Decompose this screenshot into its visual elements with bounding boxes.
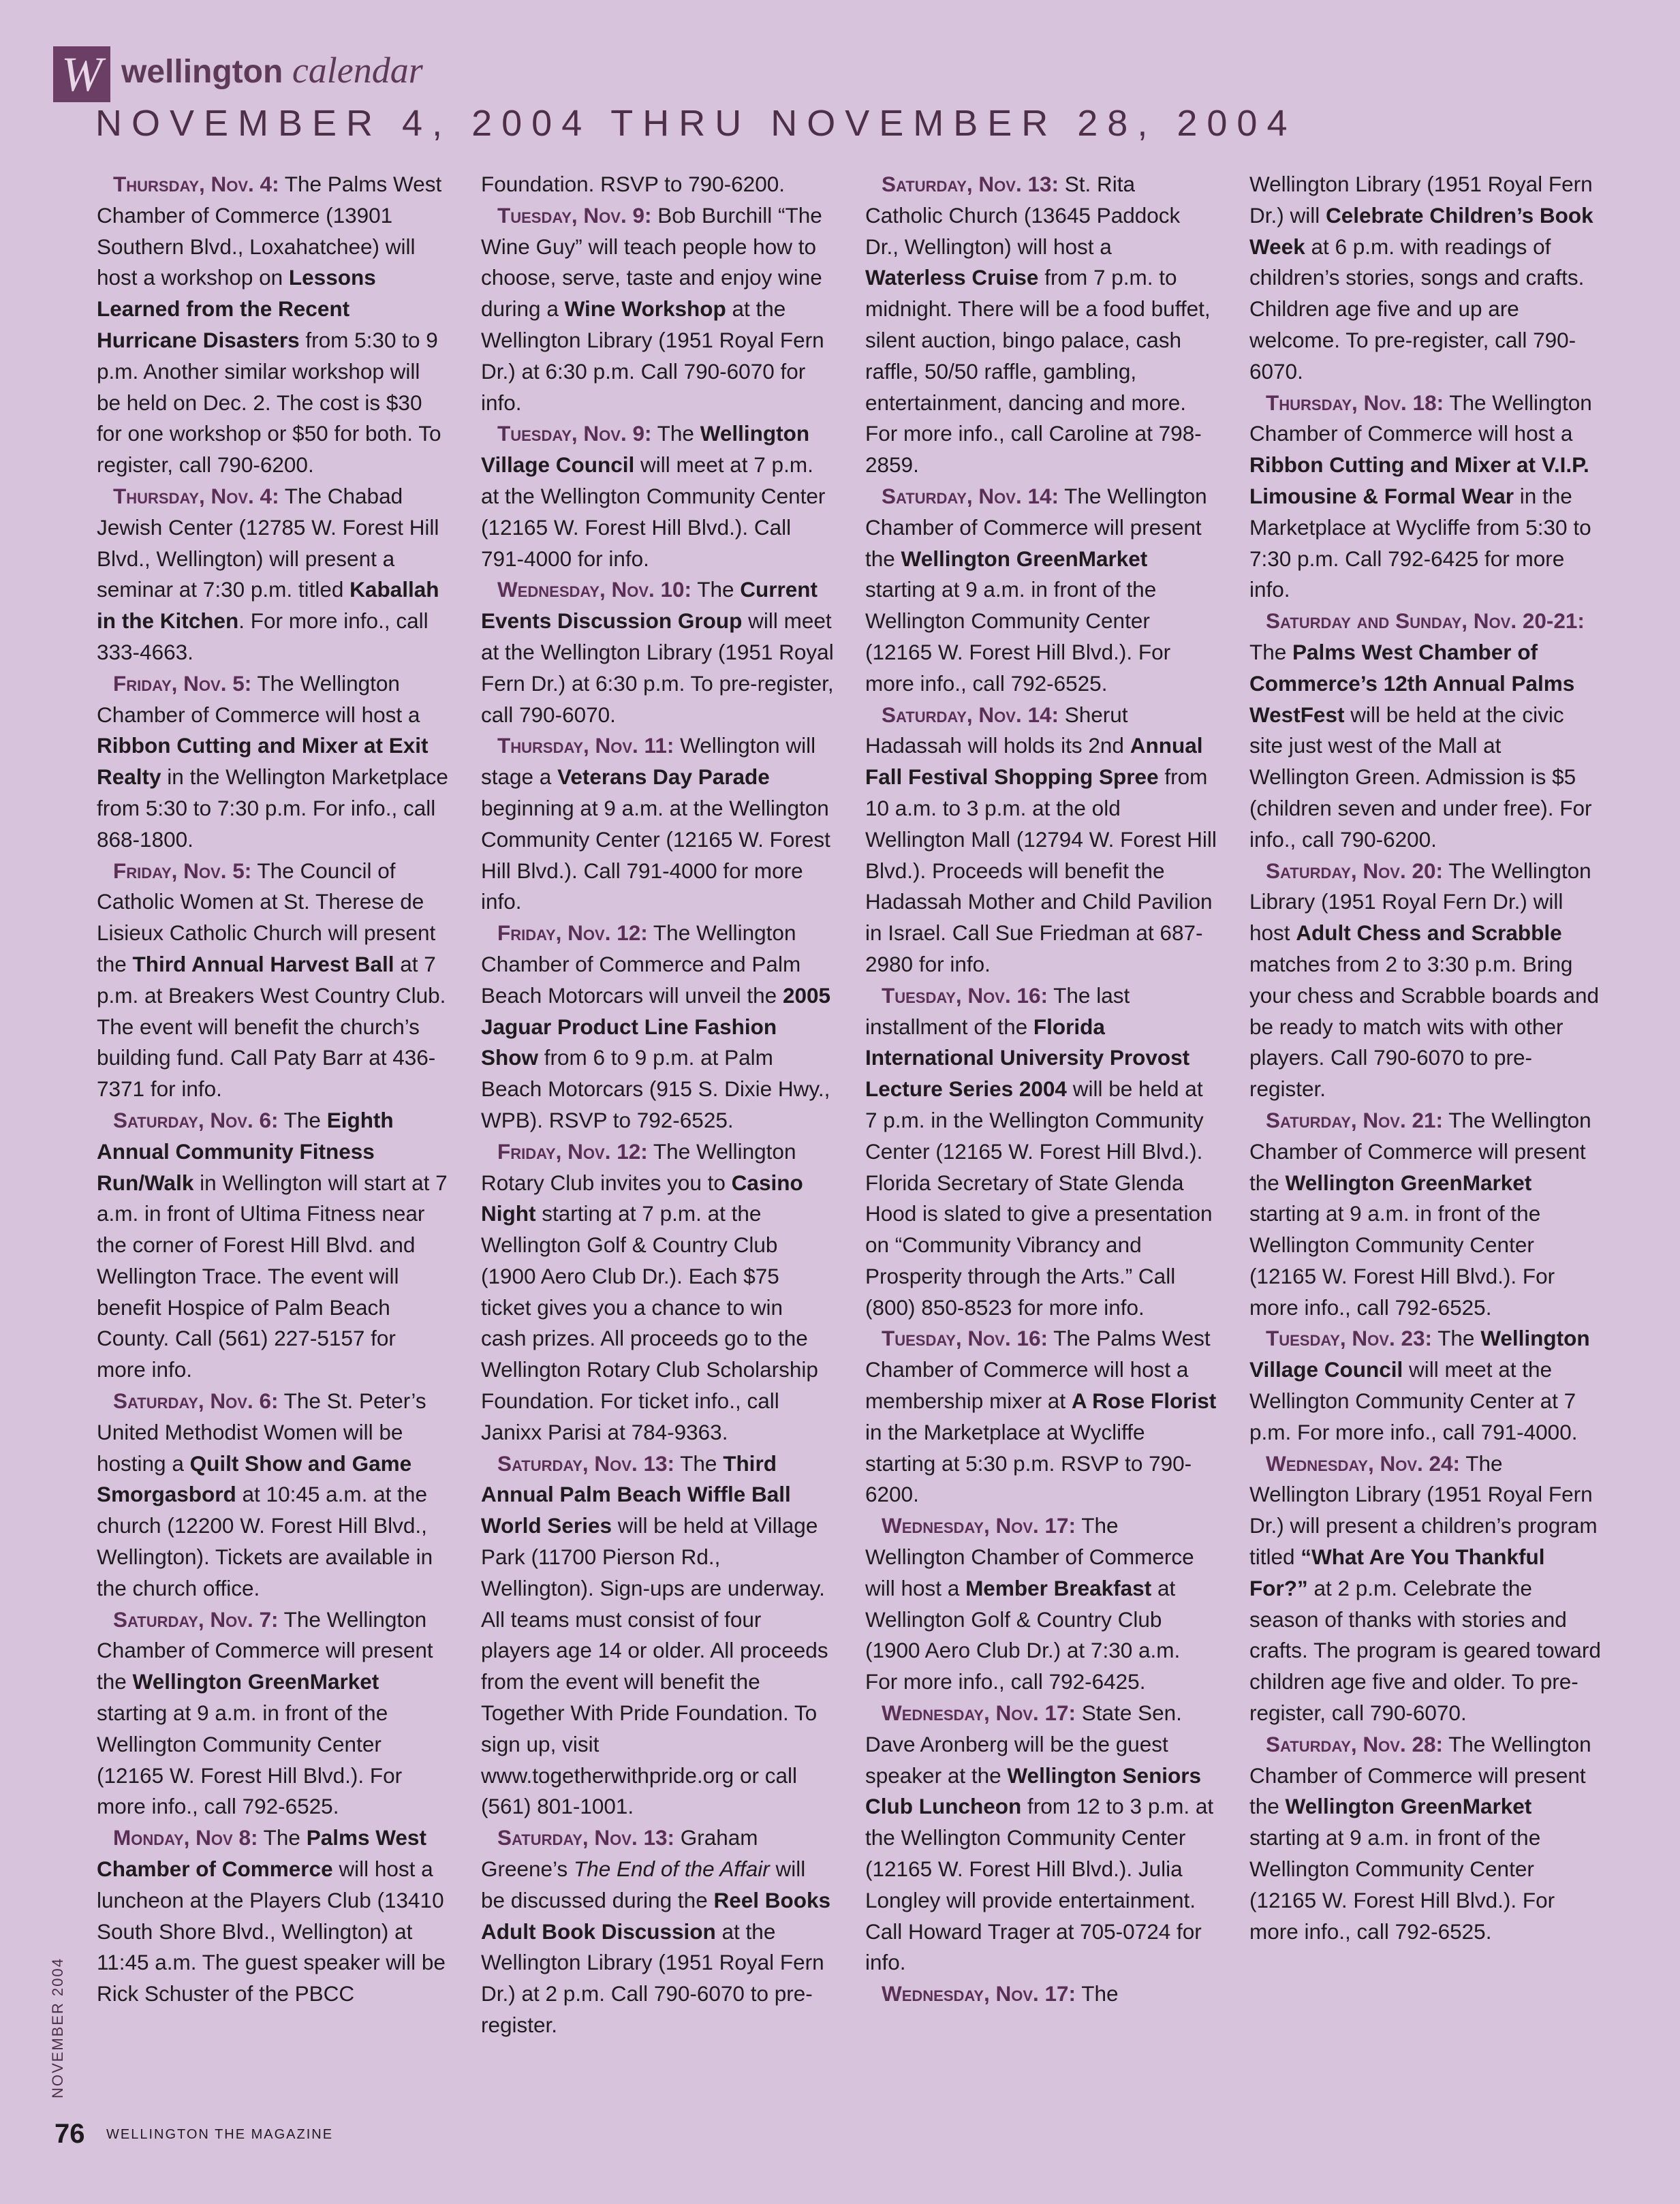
entry-event-name: Wellington GreenMarket (1285, 1794, 1532, 1819)
entry-text: The Palms West Chamber of Commerce will host a membership mixer at (865, 1326, 1211, 1414)
section-title (121, 49, 423, 91)
entry-text: Sherut Hadassah will holds its 2nd (865, 702, 1130, 758)
entry-date: Saturday, Nov. 13: (882, 172, 1059, 196)
entry-date: Wednesday, Nov. 24: (1266, 1450, 1461, 1476)
calendar-entry (1249, 169, 1602, 388)
calendar-entry (1249, 1448, 1602, 1729)
calendar-entry (865, 1323, 1218, 1510)
entry-italic-title: The End of the Affair (574, 1857, 770, 1882)
entry-date: Tuesday, Nov. 23: (1266, 1326, 1432, 1351)
entry-event-name: 2005 Jaguar Product Line Fashion Show (481, 982, 831, 1070)
entry-text: The Wellington Chamber of Commerce will host a (1249, 390, 1592, 446)
entry-event-name: Ribbon Cutting and Mixer at Exit Realty (97, 733, 429, 790)
entry-text: The Wellington Rotary Club invites you to (481, 1138, 796, 1195)
entry-date: Saturday, Nov. 13: (497, 1825, 674, 1850)
calendar-entry (865, 169, 1218, 481)
entry-text: The Wellington Chamber of Commerce will present the (97, 1607, 433, 1694)
entry-event-name: Third Annual Palm Beach Wiffle Ball World Series (481, 1450, 791, 1538)
entry-text: The (1249, 639, 1293, 664)
entry-date: Thursday, Nov. 11: (497, 733, 674, 758)
entry-event-name: Quilt Show and Game Smorgasbord (97, 1450, 412, 1507)
entry-text: at 10:45 a.m. at the church (12200 W. Forest Hill Blvd., Wellington). Tickets are available in the church office. (97, 1482, 433, 1600)
entry-text: at Wellington Golf & Country Club (1900 Aero Club Dr.) at 7:30 a.m. For more info., call 792-6425. (865, 1575, 1181, 1694)
issue-date-vertical: NOVEMBER 2004 (49, 1957, 66, 2098)
entry-event-name: Veterans Day Parade (557, 764, 770, 790)
calendar-columns (97, 169, 1602, 2104)
entry-text: The Chabad Jewish Center (12785 W. Forest Hill Blvd., Wellington) will present a seminar at 7:30 p.m. titled (97, 483, 439, 602)
entry-date: Thursday, Nov. 4: (113, 483, 279, 508)
entry-date: Monday, Nov 8: (113, 1825, 258, 1850)
entry-text: in the Marketplace at Wycliffe from 5:30 to 7:30 p.m. Call 792-6425 for more info. (1249, 483, 1591, 602)
entry-text: The Wellington Library (1951 Royal Fern Dr.) will host (1249, 858, 1591, 946)
entry-text: at 6 p.m. with readings of children’s stories, songs and crafts. Children age five and up are welcome. To pre-register, call 790-6070. (1249, 234, 1585, 384)
entry-text: starting at 9 a.m. in front of the Wellington Community Center (12165 W. Forest Hill Blvd.). For more info., call 792-6525. (1249, 1201, 1555, 1320)
calendar-entry (481, 574, 834, 730)
entry-event-name: Eighth Annual Community Fitness Run/Walk (97, 1107, 394, 1195)
entry-text: starting at 9 a.m. in front of the Wellington Community Center (12165 W. Forest Hill Blvd.). For more info., call 792-6525. (97, 1701, 403, 1819)
entry-text: from 12 to 3 p.m. at the Wellington Community Center (12165 W. Forest Hill Blvd.). Julia Longley will provide entertainment. Call Howard Trager at 705-0724 for info. (865, 1794, 1214, 1975)
entry-text: Wellington will stage a (481, 733, 816, 790)
calendar-entry (481, 169, 834, 200)
entry-event-name: Florida International University Provost Lecture Series 2004 (865, 1014, 1190, 1102)
entry-text: The (278, 1107, 327, 1132)
page-number: 76 (55, 2119, 85, 2149)
entry-text: will host a luncheon at the Players Club (13410 South Shore Blvd., Wellington) at 11:45 a.m. The guest speaker will be Rick Schuster of the PBCC (97, 1857, 446, 2006)
entry-text: will meet at the Wellington Community Center at 7 p.m. For more info., call 791-4000. (1249, 1357, 1578, 1444)
entry-text: Bob Burchill “The Wine Guy” will teach people how to choose, serve, taste and enjoy wine during a (481, 202, 822, 322)
entry-text: The Wellington Chamber of Commerce will present the (1249, 1107, 1591, 1195)
entry-date: Saturday, Nov. 20: (1266, 858, 1443, 883)
entry-event-name: Casino Night (481, 1170, 803, 1226)
entry-date: Wednesday, Nov. 17: (882, 1701, 1076, 1726)
entry-text: starting at 7 p.m. at the Wellington Golf & Country Club (1900 Aero Club Dr.). Each $75 ticket gives you a chance to win cash prizes. All proceeds go to the Wellington Rotary Club Scholarship Foundation. For ticket info., call Janixx Parisi at 784-9363. (481, 1201, 818, 1444)
entry-text: The Council of Catholic Women at St. Therese de Lisieux Catholic Church will present the (97, 858, 436, 976)
entry-date: Friday, Nov. 12: (497, 920, 648, 946)
entry-text: at 2 p.m. Celebrate the season of thanks with stories and crafts. The program is geared toward children age five and older. To pre-register, call 790-6070. (1249, 1575, 1601, 1726)
calendar-entry (97, 668, 450, 856)
entry-text: from 5:30 to 9 p.m. Another similar workshop will be held on Dec. 2. The cost is $30 for one workshop or $50 for both. To register, call 790-6200. (97, 327, 441, 478)
entry-date: Wednesday, Nov. 17: (882, 1513, 1076, 1538)
calendar-column-3 (865, 169, 1218, 2104)
entry-text: from 6 to 9 p.m. at Palm Beach Motorcars (915 S. Dixie Hwy., WPB). RSVP to 792-6525. (481, 1045, 830, 1132)
entry-event-name: Wine Workshop (564, 296, 726, 322)
entry-text: The (674, 1450, 724, 1476)
calendar-entry (865, 481, 1218, 700)
entry-text: Graham Greene’s (481, 1825, 758, 1882)
entry-text: will be discussed during the (481, 1857, 806, 1912)
calendar-column-1 (97, 169, 450, 2104)
entry-date: Tuesday, Nov. 16: (882, 982, 1048, 1008)
entry-text: at the Wellington Library (1951 Royal Fern Dr.) at 6:30 p.m. Call 790-6070 for info. (481, 296, 824, 415)
entry-text: State Sen. Dave Aronberg will be the guest speaker at the (865, 1701, 1182, 1788)
calendar-entry (481, 200, 834, 419)
entry-event-name: Third Annual Harvest Ball (132, 951, 394, 976)
entry-date: Saturday, Nov. 6: (113, 1107, 279, 1132)
entry-date: Tuesday, Nov. 9: (497, 202, 652, 228)
entry-event-name: “What Are You Thankful For?” (1249, 1545, 1545, 1600)
entry-event-name: Celebrate Children’s Book Week (1249, 202, 1593, 259)
entry-text: in Wellington will start at 7 a.m. in front of Ultima Fitness near the corner of Forest Hill Blvd. and Wellington Trace. The event will benefit Hospice of Palm Beach County. Call (561) 227-5157 for more info. (97, 1170, 448, 1382)
entry-text: in the Marketplace at Wycliffe starting at 5:30 p.m. RSVP to 790-6200. (865, 1419, 1192, 1507)
entry-text: starting at 9 a.m. in front of the Wellington Community Center (12165 W. Forest Hill Blvd.). For more info., call 792-6525. (865, 577, 1171, 696)
entry-date: Saturday, Nov. 7: (113, 1607, 279, 1632)
calendar-entry (865, 1698, 1218, 1978)
calendar-entry (481, 918, 834, 1136)
entry-event-name: Wellington Seniors Club Luncheon (865, 1763, 1202, 1819)
calendar-entry (1249, 1105, 1602, 1324)
entry-date: Friday, Nov. 12: (497, 1138, 648, 1164)
entry-text: The St. Peter’s United Methodist Women will be hosting a (97, 1388, 426, 1476)
entry-event-name: Wellington GreenMarket (1285, 1170, 1532, 1195)
calendar-column-4 (1249, 169, 1602, 2104)
entry-text: will meet at the Wellington Library (1951 Royal Fern Dr.) at 6:30 p.m. To pre-register, call 790-6070. (481, 608, 834, 727)
calendar-entry (1249, 388, 1602, 606)
calendar-entry (1249, 1323, 1602, 1448)
calendar-entry (97, 481, 450, 668)
entry-event-name: Palms West Chamber of Commerce (97, 1825, 426, 1882)
entry-date: Saturday, Nov. 6: (113, 1388, 279, 1414)
entry-event-name: Ribbon Cutting and Mixer at V.I.P. Limousine & Formal Wear (1249, 452, 1589, 508)
entry-event-name: Member Breakfast (965, 1575, 1152, 1600)
calendar-entry (865, 700, 1218, 980)
entry-date: Wednesday, Nov. 17: (882, 1981, 1076, 2006)
entry-text: The Wellington Chamber of Commerce will present the (1249, 1731, 1591, 1819)
calendar-entry (481, 418, 834, 574)
calendar-entry (865, 980, 1218, 1324)
entry-date: Friday, Nov. 5: (113, 670, 252, 696)
calendar-entry (481, 1448, 834, 1823)
entry-event-name: Wellington GreenMarket (901, 546, 1148, 571)
entry-text: matches from 2 to 3:30 p.m. Bring your chess and Scrabble boards and be ready to match wits with other players. Call 790-6070 to pre-register. (1249, 951, 1600, 1102)
calendar-entry (97, 1822, 450, 2010)
entry-text: in the Wellington Marketplace from 5:30 to 7:30 p.m. For info., call 868-1800. (97, 764, 448, 852)
entry-text: The (1431, 1326, 1481, 1351)
entry-text: The Wellington Chamber of Commerce will present the (865, 483, 1207, 571)
entry-date: Saturday, Nov. 13: (497, 1450, 674, 1476)
entry-text: . For more info., call 333-4663. (97, 608, 429, 664)
entry-text: from 10 a.m. to 3 p.m. at the old Wellington Mall (12794 W. Forest Hill Blvd.). Proceeds will benefit the Hadassah Mother and Child Pavilion in Israel. Call Sue Friedman at 687-2980 for info. (865, 764, 1217, 976)
entry-text: at the Wellington Library (1951 Royal Fern Dr.) at 2 p.m. Call 790-6070 to pre-register. (481, 1919, 824, 2038)
calendar-entry (865, 1510, 1218, 1698)
section-title-italic: calendar (292, 50, 423, 91)
entry-text: will be held at Village Park (11700 Pierson Rd., Wellington). Sign-ups are underway. All teams must consist of four players age 14 or older. All proceeds from the event will benefit the Together With Pride Foundation. To sign up, visit www.togetherwithpride.org or call (561) 801-1001. (481, 1513, 828, 1819)
calendar-column-2 (481, 169, 834, 2104)
entry-text: St. Rita Catholic Church (13645 Paddock Dr., Wellington) will host a (865, 172, 1181, 259)
entry-date: Wednesday, Nov. 10: (497, 577, 692, 602)
entry-text: beginning at 9 a.m. at the Wellington Community Center (12165 W. Forest Hill Blvd.). Call 791-4000 for more info. (481, 795, 830, 914)
entry-text: The Wellington Chamber of Commerce will host a (865, 1513, 1194, 1600)
entry-text: The (651, 421, 700, 446)
entry-text: The (258, 1825, 307, 1850)
entry-text: will be held at 7 p.m. in the Wellington Community Center (12165 W. Forest Hill Blvd.). Florida Secretary of State Glenda Hood is slated to give a presentation on “Community Vibrancy and Prosperity through the Arts.” Call (800) 850-8523 for more info. (865, 1076, 1213, 1320)
entry-text: The Wellington Library (1951 Royal Fern Dr.) will present a children’s program titled (1249, 1450, 1598, 1570)
entry-text: at 7 p.m. at Breakers West Country Club. The event will benefit the church’s building fund. Call Paty Barr at 436-7371 for info. (97, 951, 446, 1102)
entry-event-name: Annual Fall Festival Shopping Spree (865, 733, 1203, 790)
entry-event-name: Reel Books Adult Book Discussion (481, 1887, 831, 1944)
calendar-entry (1249, 606, 1602, 855)
magazine-name: WELLINGTON THE MAGAZINE (106, 2127, 334, 2142)
entry-date: Saturday, Nov. 14: (882, 702, 1059, 727)
entry-event-name: Adult Chess and Scrabble (1296, 920, 1562, 946)
calendar-entry (97, 169, 450, 481)
calendar-entry (97, 856, 450, 1105)
entry-text: The Wellington Chamber of Commerce and Palm Beach Motorcars will unveil the (481, 920, 801, 1008)
calendar-entry (481, 730, 834, 918)
entry-date: Thursday, Nov. 18: (1266, 390, 1444, 415)
entry-event-name: Kaballah in the Kitchen (97, 577, 439, 634)
entry-text: Foundation. RSVP to 790-6200. (481, 172, 785, 196)
entry-event-name: Waterless Cruise (865, 265, 1039, 290)
entry-date: Saturday, Nov. 14: (882, 483, 1059, 508)
entry-text: from 7 p.m. to midnight. There will be a food buffet, silent auction, bingo palace, cash raffle, 50/50 raffle, gambling, entertainment, dancing and more. For more info., call Caroline at 798-2859. (865, 265, 1211, 478)
entry-date: Saturday, Nov. 21: (1266, 1107, 1443, 1132)
entry-event-name: Lessons Learned from the Recent Hurricane Disasters (97, 265, 376, 352)
calendar-entry (481, 1136, 834, 1448)
logo-mark: W (53, 46, 110, 102)
entry-event-name: Current Events Discussion Group (481, 577, 818, 634)
entry-event-name: Wellington Village Council (481, 421, 810, 478)
section-title-bold: wellington (121, 54, 283, 90)
entry-text: The last installment of the (865, 982, 1130, 1039)
entry-date: Saturday and Sunday, Nov. 20-21: (1266, 608, 1585, 634)
entry-event-name: A Rose Florist (1071, 1388, 1217, 1414)
date-range-heading: NOVEMBER 4, 2004 THRU NOVEMBER 28, 2004 (95, 103, 1297, 144)
entry-date: Tuesday, Nov. 16: (882, 1326, 1048, 1351)
calendar-entry (865, 1978, 1218, 2010)
entry-event-name: Wellington GreenMarket (132, 1669, 379, 1694)
calendar-entry (97, 1604, 450, 1823)
entry-text: Wellington Library (1951 Royal Fern Dr.) will (1249, 172, 1593, 228)
entry-date: Saturday, Nov. 28: (1266, 1731, 1443, 1756)
entry-date: Tuesday, Nov. 9: (497, 421, 652, 446)
calendar-entry (1249, 856, 1602, 1105)
entry-date: Friday, Nov. 5: (113, 858, 252, 883)
entry-text: starting at 9 a.m. in front of the Wellington Community Center (12165 W. Forest Hill Blvd.). For more info., call 792-6525. (1249, 1825, 1555, 1944)
calendar-entry (1249, 1729, 1602, 1948)
entry-date: Thursday, Nov. 4: (113, 172, 279, 196)
calendar-entry (481, 1822, 834, 2041)
calendar-entry (97, 1105, 450, 1386)
entry-event-name: Wellington Village Council (1249, 1326, 1590, 1382)
entry-event-name: Palms West Chamber of Commerce’s 12th Annual Palms WestFest (1249, 639, 1575, 727)
calendar-entry (97, 1386, 450, 1604)
entry-text: The Wellington Chamber of Commerce will host a (97, 670, 420, 727)
entry-text: The (691, 577, 741, 602)
entry-text: The (1076, 1981, 1119, 2006)
entry-text: will be held at the civic site just west of the Mall at Wellington Green. Admission is $5 (children seven and under free). For info., call 790-6200. (1249, 702, 1592, 852)
entry-text: The Palms West Chamber of Commerce (13901 Southern Blvd., Loxahatchee) will host a workshop on (97, 172, 442, 290)
entry-text: will meet at 7 p.m. at the Wellington Community Center (12165 W. Forest Hill Blvd.). Call 791-4000 for info. (481, 452, 826, 571)
